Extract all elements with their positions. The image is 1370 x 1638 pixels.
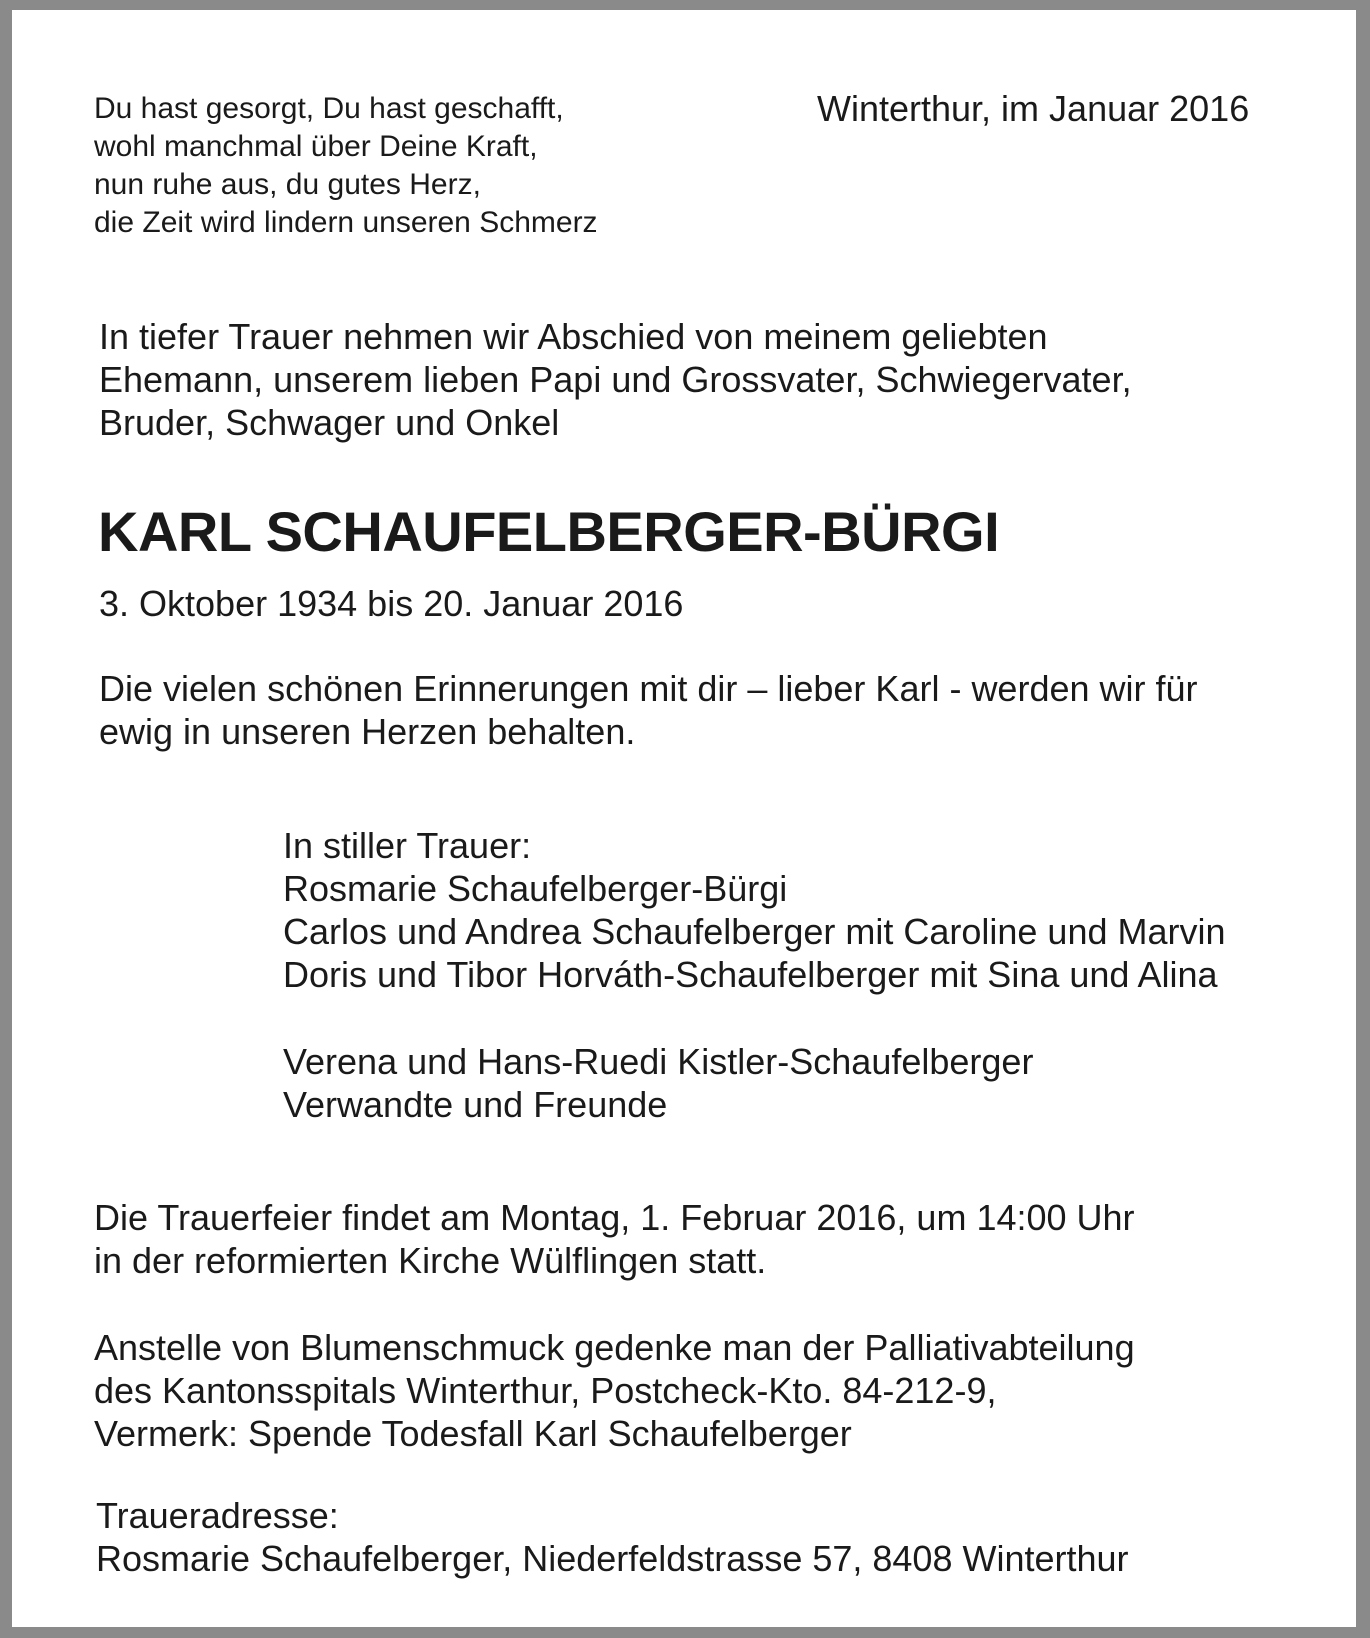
memory-line: ewig in unseren Herzen behalten.	[99, 711, 636, 752]
dateline: Winterthur, im Januar 2016	[817, 88, 1250, 129]
memory-text	[99, 667, 1198, 753]
poem-line: die Zeit wird lindern unseren Schmerz	[94, 206, 598, 239]
intro-text	[99, 315, 1132, 444]
mourner-line: Verwandte und Freunde	[283, 1084, 668, 1125]
donation-line: des Kantonsspitals Winterthur, Postcheck-Kto. 84-212-9,	[94, 1370, 997, 1411]
mourners-extra-list	[283, 1040, 1033, 1126]
poem	[94, 90, 598, 242]
poem-line: wohl manchmal über Deine Kraft,	[94, 130, 538, 163]
address-heading: Traueradresse:	[96, 1495, 339, 1536]
intro-line: In tiefer Trauer nehmen wir Abschied von meinem geliebten	[99, 316, 1048, 357]
mourner-line: Verena und Hans-Ruedi Kistler-Schaufelberger	[283, 1041, 1034, 1082]
mourners-list	[283, 824, 1226, 996]
address-line: Rosmarie Schaufelberger, Niederfeldstrasse 57, 8408 Winterthur	[96, 1538, 1129, 1579]
mourner-line: Carlos und Andrea Schaufelberger mit Caroline und Marvin	[283, 911, 1226, 952]
mourning-address	[96, 1494, 1129, 1580]
ceremony-line: Die Trauerfeier findet am Montag, 1. Februar 2016, um 14:00 Uhr	[94, 1197, 1135, 1238]
intro-line: Ehemann, unserem lieben Papi und Grossvater, Schwiegervater,	[99, 359, 1132, 400]
mourner-line: Rosmarie Schaufelberger-Bürgi	[283, 868, 788, 909]
lifespan-dates: 3. Oktober 1934 bis 20. Januar 2016	[99, 583, 684, 624]
obituary-notice	[12, 10, 1356, 1627]
intro-line: Bruder, Schwager und Onkel	[99, 402, 560, 443]
memory-line: Die vielen schönen Erinnerungen mit dir – lieber Karl - werden wir für	[99, 668, 1198, 709]
donation-info	[94, 1326, 1135, 1455]
poem-line: nun ruhe aus, du gutes Herz,	[94, 168, 481, 201]
donation-line: Vermerk: Spende Todesfall Karl Schaufelberger	[94, 1413, 852, 1454]
ceremony-line: in der reformierten Kirche Wülflingen statt.	[94, 1240, 767, 1281]
donation-line: Anstelle von Blumenschmuck gedenke man der Palliativabteilung	[94, 1327, 1135, 1368]
mourner-line: Doris und Tibor Horváth-Schaufelberger mit Sina und Alina	[283, 954, 1218, 995]
poem-line: Du hast gesorgt, Du hast geschafft,	[94, 92, 564, 125]
deceased-name: KARL SCHAUFELBERGER-BÜRGI	[98, 500, 1000, 563]
ceremony-info	[94, 1196, 1135, 1282]
mourners-heading: In stiller Trauer:	[283, 825, 532, 866]
